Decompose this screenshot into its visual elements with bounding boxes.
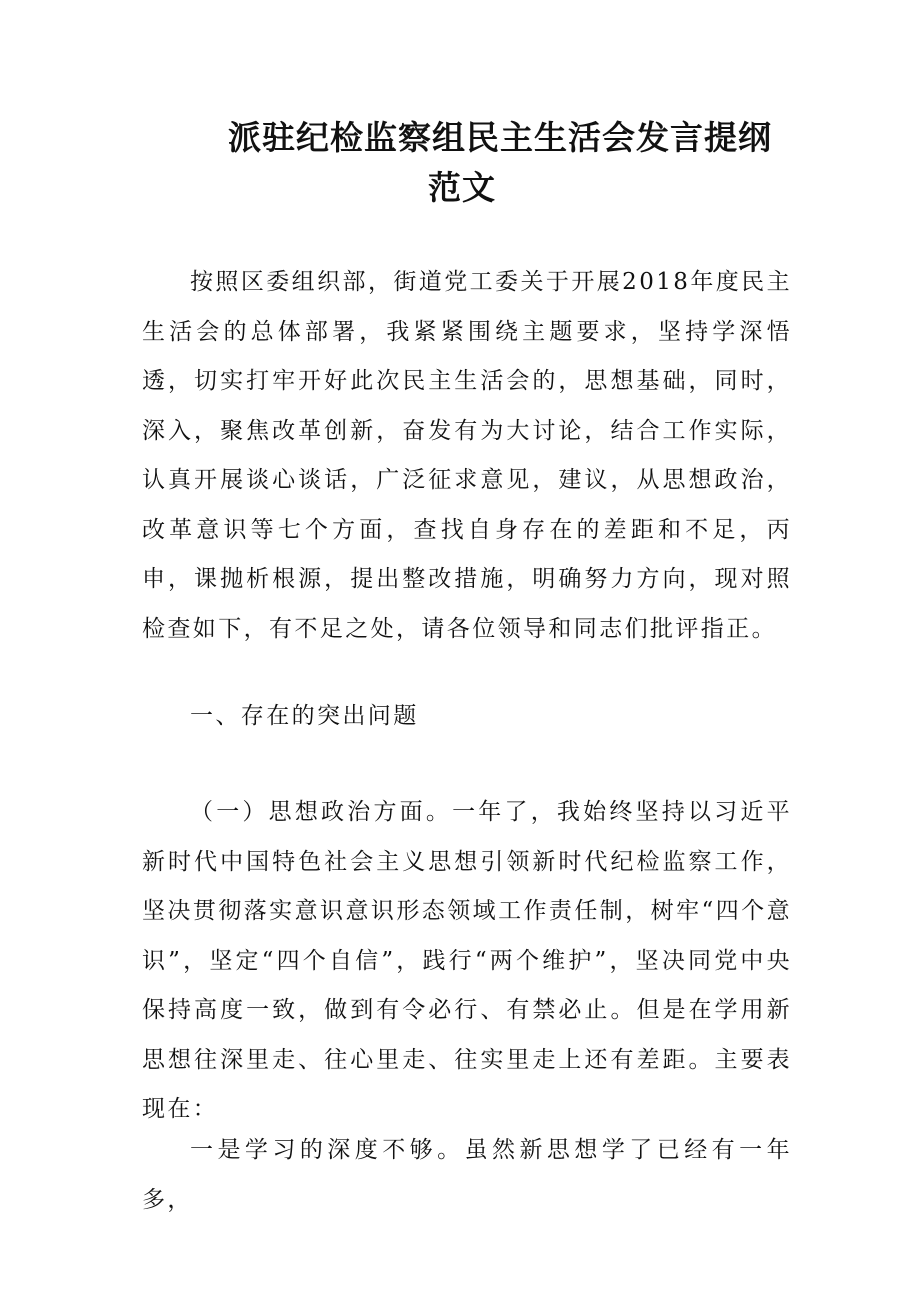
study-depth-paragraph: 一是学习的深度不够。虽然新思想学了已经有一年多， <box>142 1137 792 1213</box>
section-heading: 一、存在的突出问题 <box>190 703 419 729</box>
document-title-line-2: 范文 <box>428 168 496 207</box>
intro-paragraph: 按照区委组织部，街道党工委关于开展2018年度民主生活会的总体部署，我紧紧围绕主题要求，坚持学深悟透，切实打牢开好此次民主生活会的，思想基础，同时，深入，聚焦改革创新，奋发有为大讨论，结合工作实际，认真开展谈心谈话，广泛征求意见，建议，从思想政治，改革意识等七个方面，查找自身存在的差距和不足，丙申，课抛析根源，提出整改措施，明确努力方向，现对照检查如下，有不足之处，请各位领导和同志们批评指正。 <box>142 269 792 642</box>
document-title-line-1: 派驻纪检监察组民主生活会发言提纲 <box>228 118 772 157</box>
political-thought-paragraph: （一）思想政治方面。一年了，我始终坚持以习近平新时代中国特色社会主义思想引领新时代纪检监察工作，坚决贯彻落实意识意识形态领域工作责任制，树牢“四个意识”，坚定“四个自信”，践行“两个维护”，坚决同党中央保持高度一致，做到有令必行、有禁必止。但是在学用新思想往深里走、往心里走、往实里走上还有差距。主要表现在： <box>142 799 792 1122</box>
